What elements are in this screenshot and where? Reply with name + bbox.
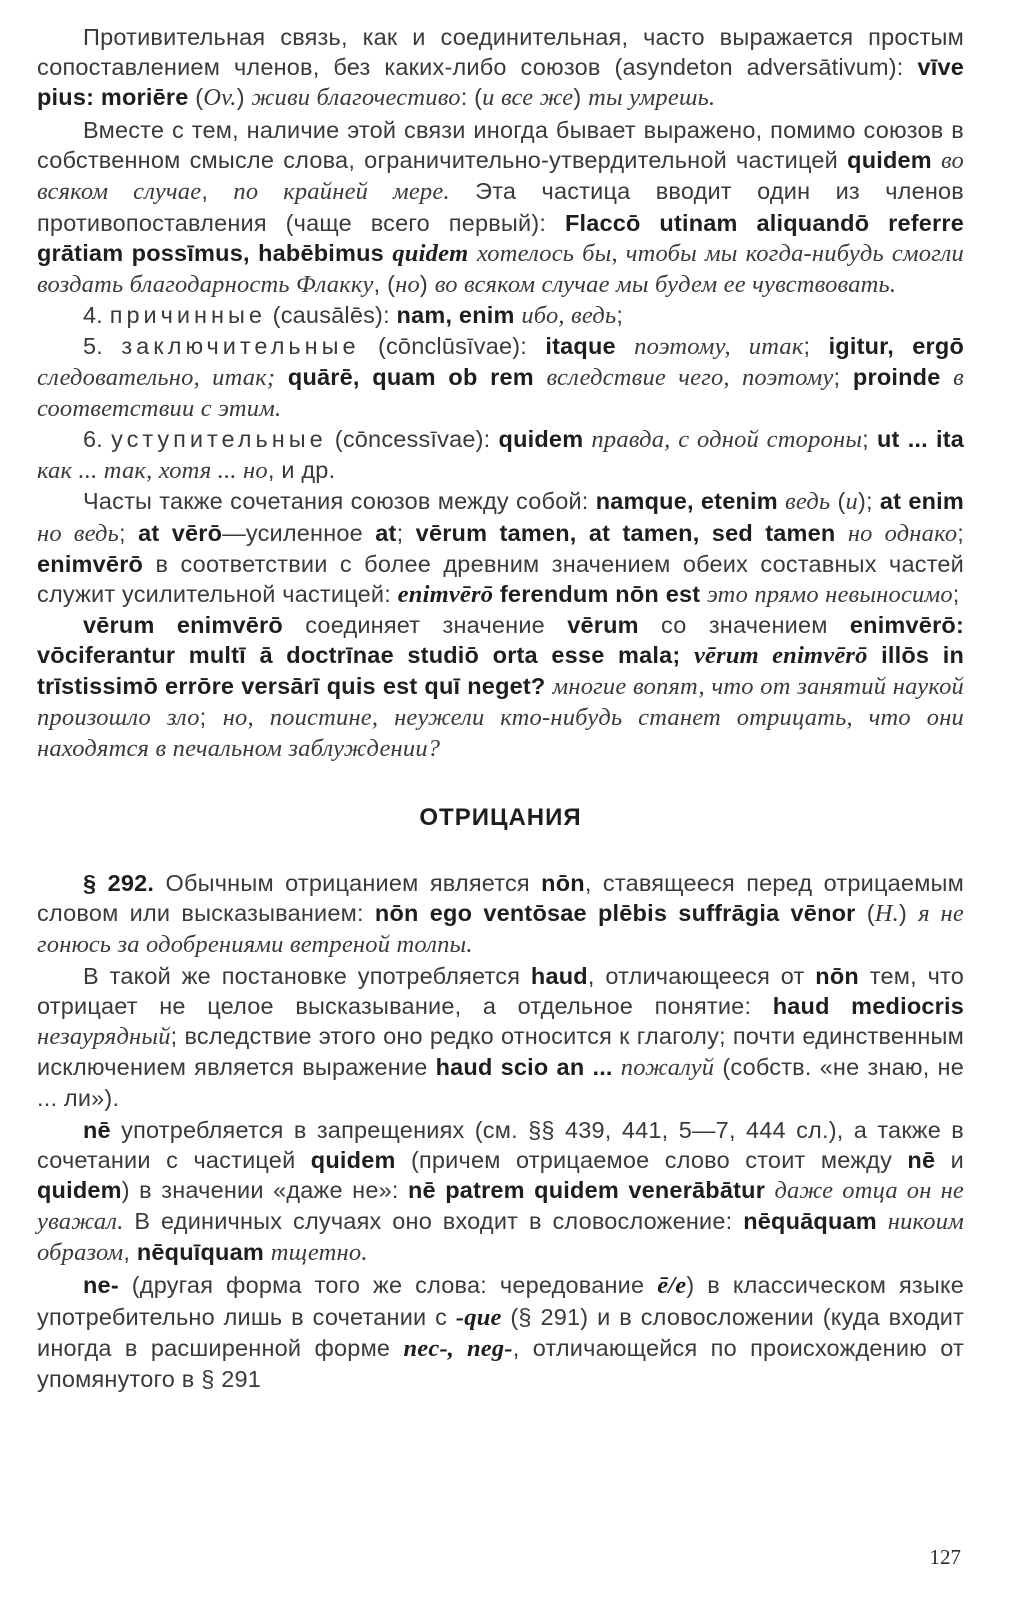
latin-term: nam, enim	[396, 301, 515, 328]
translation: никоим образом	[37, 1208, 964, 1267]
text	[868, 642, 882, 668]
text: ;	[803, 332, 829, 359]
translation: в соответствии с этим.	[37, 364, 964, 423]
text: 5.	[83, 332, 122, 359]
text: : (	[460, 84, 483, 111]
text: )	[898, 900, 919, 927]
latin-term: quidem	[310, 1147, 396, 1174]
translation: ты умрешь.	[588, 84, 716, 112]
translation: я не гонюсь за одобрениями ветреной толпы.	[37, 900, 964, 959]
latin-example: nē patrem quidem venerābātur	[408, 1177, 766, 1204]
text: Вместе с тем, наличие этой связи иногда бывает выражено, помимо союзов в собственном смысле слова, ограничительно-утвердительной частицей	[37, 117, 964, 174]
latin-term: proinde	[852, 364, 941, 391]
paragraph-ne-prefix	[37, 1270, 964, 1393]
text	[275, 364, 288, 390]
text: ;	[199, 704, 223, 731]
text: (	[188, 84, 204, 111]
latin-example: nōn ego ventōsae plēbis suffrāgia vēnor	[374, 900, 856, 927]
text: (собств. «не знаю, не ... ли»).	[37, 1053, 964, 1111]
latin-term: nōn	[541, 870, 585, 897]
translation: но ведь	[37, 519, 119, 547]
translation: это прямо невыносимо	[707, 580, 953, 608]
section-number: § 292.	[83, 870, 155, 897]
text: ;	[952, 580, 960, 607]
latin-term: ut ... ita	[877, 426, 965, 453]
text	[700, 581, 707, 607]
text: Обычным отрицанием является	[154, 870, 542, 897]
translation: и	[845, 488, 858, 516]
text: , (	[373, 270, 396, 297]
text: (§ 291) и в словосложении (куда входит иногда в расширенной форме	[37, 1303, 964, 1361]
latin-example: illōs in trīstissimō errōre versārī quis est quī neget?	[37, 641, 965, 699]
paragraph-verum-enimvero	[37, 610, 964, 764]
text: , ставящееся перед отрицаемым словом или высказыванием:	[37, 870, 964, 927]
text: ;	[119, 519, 139, 546]
category-label: причинные	[109, 301, 266, 328]
text: ) в значении «даже не»:	[121, 1177, 408, 1204]
latin-term: at vērō	[138, 519, 223, 546]
text: ;	[616, 301, 624, 328]
text: Эта частица вводит один из членов противопоставления (чаще всего первый):	[37, 178, 964, 236]
text	[493, 581, 500, 607]
translation: во всяком случае мы будем ее чувствовать.	[434, 270, 897, 298]
text: (cōnclūsīvae):	[359, 332, 546, 359]
text: , отличающейся по происхождению от упомянутого в § 291	[37, 1334, 964, 1392]
latin-term: vērum tamen, at tamen, sed tamen	[415, 519, 836, 546]
latin-emphasis: enimvērō	[397, 580, 494, 608]
text	[932, 147, 941, 173]
text	[680, 642, 694, 668]
paragraph-ne	[37, 1115, 964, 1268]
text: ;	[396, 519, 416, 546]
list-item-causal	[37, 300, 964, 331]
text	[534, 364, 547, 390]
latin-term: itaque	[545, 332, 616, 359]
latin-term: quārē, quam ob rem	[287, 364, 534, 391]
latin-term: at	[375, 519, 397, 546]
translation: пожалуй	[620, 1053, 715, 1081]
latin-emphasis: quidem	[392, 239, 469, 267]
paragraph-haud	[37, 961, 964, 1113]
text: )	[419, 270, 435, 297]
text: ,	[201, 178, 234, 205]
translation: вследствие чего, поэтому	[546, 364, 834, 392]
translation: следовательно, итак;	[37, 364, 276, 392]
paragraph-combinations	[37, 486, 964, 609]
latin-emphasis: nec-, neg-	[403, 1334, 513, 1362]
list-item-concessive	[37, 424, 964, 486]
latin-term: quidem	[37, 1177, 122, 1204]
translation: по крайней мере.	[233, 178, 450, 206]
latin-term: nē	[83, 1117, 111, 1143]
paragraph-quidem	[37, 115, 964, 300]
latin-emphasis: vērum enimvērō	[693, 641, 868, 669]
latin-term: enimvērō	[37, 550, 144, 577]
text: и	[935, 1147, 964, 1174]
text	[877, 1208, 888, 1234]
latin-term: at enim	[879, 488, 965, 515]
text	[835, 520, 847, 546]
latin-term: igitur, ergō	[828, 332, 965, 359]
translation: и все же	[482, 84, 574, 112]
latin-example: vīve pius: moriēre	[37, 54, 964, 111]
text: , и др.	[267, 457, 336, 484]
text: ; вследствие этого оно редко относится к глаголу; почти единственным исключением является выражение	[37, 1022, 964, 1080]
latin-term: vērum	[567, 611, 639, 638]
text: 6.	[83, 426, 112, 453]
text: 4.	[83, 301, 110, 328]
latin-example: Flaccō utinam aliquandō referre grātiam possīmus, habēbimus	[37, 209, 964, 266]
latin-term: namque, etenim	[595, 488, 778, 515]
page-number: 127	[929, 1545, 961, 1569]
category-label: заключительные	[121, 332, 360, 359]
translation: живи благочестиво	[251, 84, 461, 112]
translation: правда, с одной стороны	[591, 426, 863, 454]
translation: но, поистине, неужели кто-нибудь станет отрицать, что они находятся в печальном заблуждении?	[37, 704, 964, 763]
latin-example: haud mediocris	[772, 992, 964, 1019]
text	[616, 333, 634, 359]
translation: ибо, ведь	[521, 301, 617, 329]
source-ref: H.	[874, 900, 899, 928]
source-ref: Ov.	[203, 84, 237, 112]
latin-term: nōn	[815, 962, 859, 989]
text: ,	[123, 1239, 137, 1266]
latin-example: ferendum nōn est	[499, 580, 701, 607]
text: )	[236, 84, 252, 111]
text: тем, что отрицает не целое высказывание, а отдельное понятие:	[37, 962, 964, 1019]
paragraph-section-292	[37, 868, 964, 960]
text	[545, 673, 552, 699]
text: в соответствии с более древним значением обеих составных частей служит усилительной частицей:	[37, 550, 964, 607]
translation: хотелось бы, чтобы мы когда-нибудь смогли воздать благодарность Флакку	[37, 239, 964, 298]
latin-term: quidem	[847, 147, 932, 174]
paragraph-adversative	[37, 22, 964, 113]
text: употребляется в запрещениях (см. §§ 439, 441, 5—7, 444 сл.), а также в сочетании с частицей	[37, 1117, 964, 1174]
latin-example: enimvērō: vōciferantur multī ā doctrīnae studiō orta esse mala;	[37, 611, 964, 668]
text	[613, 1054, 621, 1080]
translation: но	[395, 270, 420, 298]
text: Противительная связь, как и соединительная, часто выражается простым сопоставлением членов, без каких-либо союзов (asyndeton adversātivum):	[37, 24, 964, 81]
text	[264, 1239, 271, 1265]
latin-example: haud scio an ...	[435, 1053, 613, 1080]
translation: но однако	[847, 519, 958, 547]
translation: поэтому, итак	[634, 332, 804, 360]
latin-emphasis: ē/e	[657, 1272, 687, 1300]
category-label: уступительные	[111, 426, 327, 453]
text: (другая форма того же слова: чередование	[118, 1272, 658, 1299]
translation: как ... так, хотя ... но	[37, 457, 268, 485]
translation: ведь	[785, 488, 831, 516]
text: , отличающееся от	[587, 962, 816, 989]
list-item-conclusive	[37, 331, 964, 424]
text: (	[855, 900, 875, 927]
text: (causālēs):	[265, 301, 397, 328]
text: Часты также сочетания союзов между собой:	[83, 488, 596, 515]
text: со значением	[638, 611, 850, 638]
text: ;	[957, 519, 965, 546]
latin-term: vērum enimvērō	[83, 611, 283, 638]
translation: даже отца он не уважал.	[37, 1177, 964, 1236]
text: ) в классическом языке употребительно лишь в сочетании с	[37, 1272, 964, 1330]
translation: многие вопят, что от занятий наукой произошло зло	[37, 672, 964, 732]
latin-term: nē	[907, 1147, 936, 1174]
text: (	[830, 488, 846, 515]
latin-term: nēquīquam	[136, 1239, 264, 1266]
latin-term: ne-	[83, 1272, 119, 1299]
text: ;	[862, 426, 877, 453]
text: (причем отрицаемое слово стоит между	[395, 1147, 908, 1174]
text: —усиленное	[222, 519, 376, 546]
text: соединяет значение	[282, 611, 568, 638]
text	[941, 364, 954, 390]
translation: тщетно.	[270, 1239, 368, 1267]
text: В такой же постановке употребляется	[83, 962, 531, 989]
text: );	[857, 488, 880, 515]
text: В единичных случаях оно входит в словосложение:	[123, 1208, 744, 1235]
section-heading: ОТРИЦАНИЯ	[419, 804, 582, 832]
text	[778, 488, 785, 514]
latin-term: haud	[530, 962, 588, 989]
translation: во всяком случае	[37, 147, 964, 206]
latin-term: quidem	[498, 426, 584, 453]
text: )	[573, 84, 589, 111]
translation: незаурядный	[37, 1022, 171, 1050]
latin-emphasis: -que	[455, 1303, 502, 1331]
text	[468, 240, 476, 266]
text: ;	[833, 364, 853, 391]
latin-term: nēquāquam	[743, 1208, 877, 1235]
text: (cōncessīvae):	[326, 426, 499, 453]
